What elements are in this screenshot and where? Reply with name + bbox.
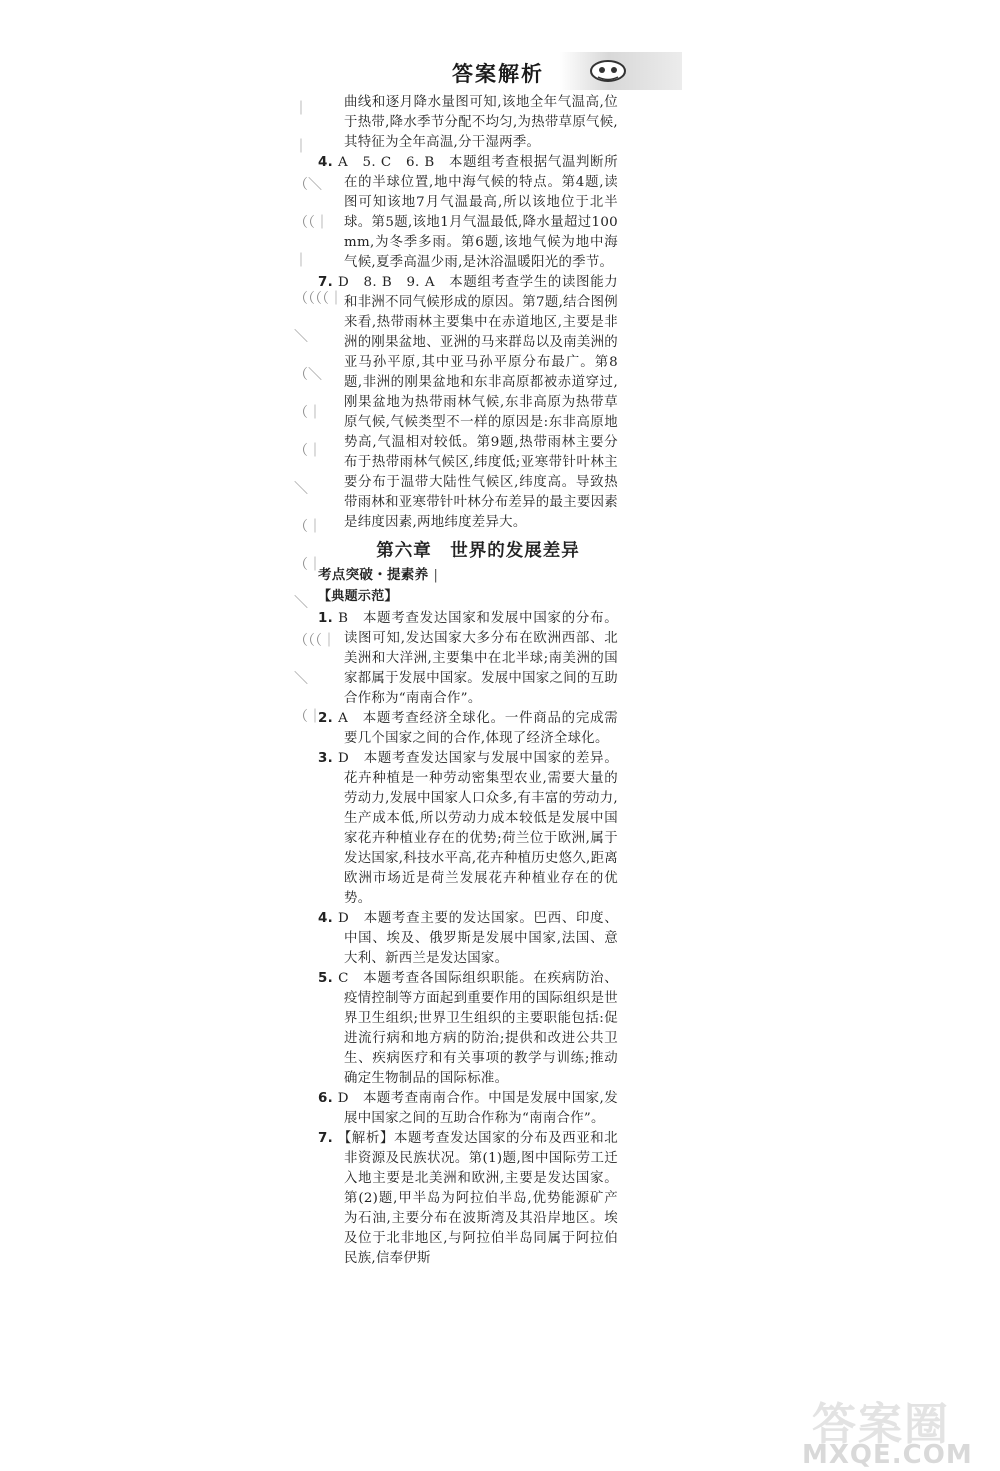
answer-item-text: A 5. C 6. B 本题组考查根据气温判断所在的半球位置,地中海气候的特点。第4题,读图可知该地7月气温最高,所以该地位于北半球。第5题,该地1月气温最低,降水量超过100 mm,为冬季多雨。第6题,该地气候为地中海气候,夏季高温少雨,是沐浴温暖阳光的季节。 xyxy=(338,155,618,270)
chapter-title: 第六章 世界的发展差异 xyxy=(376,541,580,561)
answer-item-number: 2. xyxy=(318,711,334,726)
answer-item xyxy=(318,909,618,969)
watermark-site: MXQE.COM xyxy=(802,1440,973,1470)
answer-item-text: D 8. B 9. A 本题组考查学生的读图能力和非洲不同气候形成的原因。第7题,结合图例来看,热带雨林主要集中在赤道地区,主要是非洲的刚果盆地、亚洲的马来群岛以及南美洲的亚马孙平原,其中亚马孙平原分布最广。第8题,非洲的刚果盆地和东非高原都被赤道穿过,刚果盆地为热带雨林气候,东非高原为热带草原气候,气候类型不一样的原因是:东非高原地势高,气温相对较低。第9题,热带雨林主要分布于热带雨林气候区,纬度低;亚寒带针叶林主要分布于温带大陆性气候区,纬度高。导致热带雨林和亚寒带针叶林分布差异的最主要因素是纬度因素,两地纬度差异大。 xyxy=(337,275,618,530)
section-heading-bar: | xyxy=(433,567,439,583)
answer-item xyxy=(318,1129,618,1269)
answer-item xyxy=(318,709,618,749)
answer-item-text: D 本题考查南南合作。中国是发展中国家,发展中国家之间的互助合作称为“南南合作”。 xyxy=(337,1091,618,1126)
page-header-title: 答案解析 xyxy=(452,62,544,86)
answer-item-number: 6. xyxy=(318,1091,334,1106)
answer-item-number: 7. xyxy=(318,1131,334,1146)
answer-item-number: 5. xyxy=(318,971,334,986)
answer-item-text: B 本题考查发达国家和发展中国家的分布。读图可知,发达国家大多分布在欧洲西部、北美洲和大洋洲,主要集中在北半球;南美洲的国家都属于发展中国家。发展中国家之间的互助合作称为“南南合作”。 xyxy=(338,611,619,706)
answer-item xyxy=(318,1089,618,1129)
answer-item-text: D 本题考查主要的发达国家。巴西、印度、中国、埃及、俄罗斯是发展中国家,法国、意大利、新西兰是发达国家。 xyxy=(338,911,619,966)
answer-column xyxy=(318,93,618,1269)
answer-item-text: D 本题考查发达国家与发展中国家的差异。花卉种植是一种劳动密集型农业,需要大量的劳动力,发展中国家人口众多,有丰富的劳动力,生产成本低,所以劳动力成本较低是发展中国家花卉种植业存在的优势;荷兰位于欧洲,属于发达国家,科技水平高,花卉种植历史悠久,距离欧洲市场近是荷兰发展花卉种植业存在的优势。 xyxy=(338,751,619,906)
answer-item-text: C 本题考查各国际组织职能。在疾病防治、疫情控制等方面起到重要作用的国际组织是世界卫生组织;世界卫生组织的主要职能包括:促进流行病和地方病的防治;提供和改进公共卫生、疾病医疗和有关事项的教学与训练;推动确定生物制品的国际标准。 xyxy=(338,971,618,1086)
binding-margin-marks: ｜｜（＼（（｜｜（（（（｜＼（＼（｜（｜＼（｜（｜＼（（（｜＼（｜ xyxy=(294,101,343,725)
answer-item-text: A 本题考查经济全球化。一件商品的完成需要几个国家之间的合作,体现了经济全球化。 xyxy=(338,711,618,746)
answer-item-text: 【解析】本题考查发达国家的分布及西亚和北非资源及民族状况。第(1)题,图中国际劳工迁入地主要是北美洲和欧洲,主要是发达国家。第(2)题,甲半岛为阿拉伯半岛,优势能源矿产为石油,主要分布在波斯湾及其沿岸地区。埃及位于北非地区,与阿拉伯半岛同属于阿拉伯民族,信奉伊斯 xyxy=(337,1131,618,1266)
example-tag: 【典题示范】 xyxy=(318,589,398,604)
answer-item-number: 4. xyxy=(318,911,334,926)
answer-item xyxy=(318,153,618,273)
answer-item xyxy=(318,749,618,909)
answer-item-number: 3. xyxy=(318,751,334,766)
watermark-logo: 答案圈 xyxy=(812,1399,950,1450)
header-logo-icon xyxy=(588,58,628,84)
answer-item-number: 1. xyxy=(318,611,334,626)
answer-item xyxy=(318,273,618,533)
answer-item xyxy=(318,609,618,709)
answer-item xyxy=(318,969,618,1089)
answer-item-number: 4. xyxy=(318,155,334,170)
section-heading-text: 考点突破・提素养 xyxy=(318,567,429,583)
section-heading xyxy=(318,565,618,585)
answer-continuation: 曲线和逐月降水量图可知,该地全年气温高,位于热带,降水季节分配不均匀,为热带草原气候,其特征为全年高温,分干湿两季。 xyxy=(344,95,618,150)
answer-item-number: 7. xyxy=(318,275,334,290)
